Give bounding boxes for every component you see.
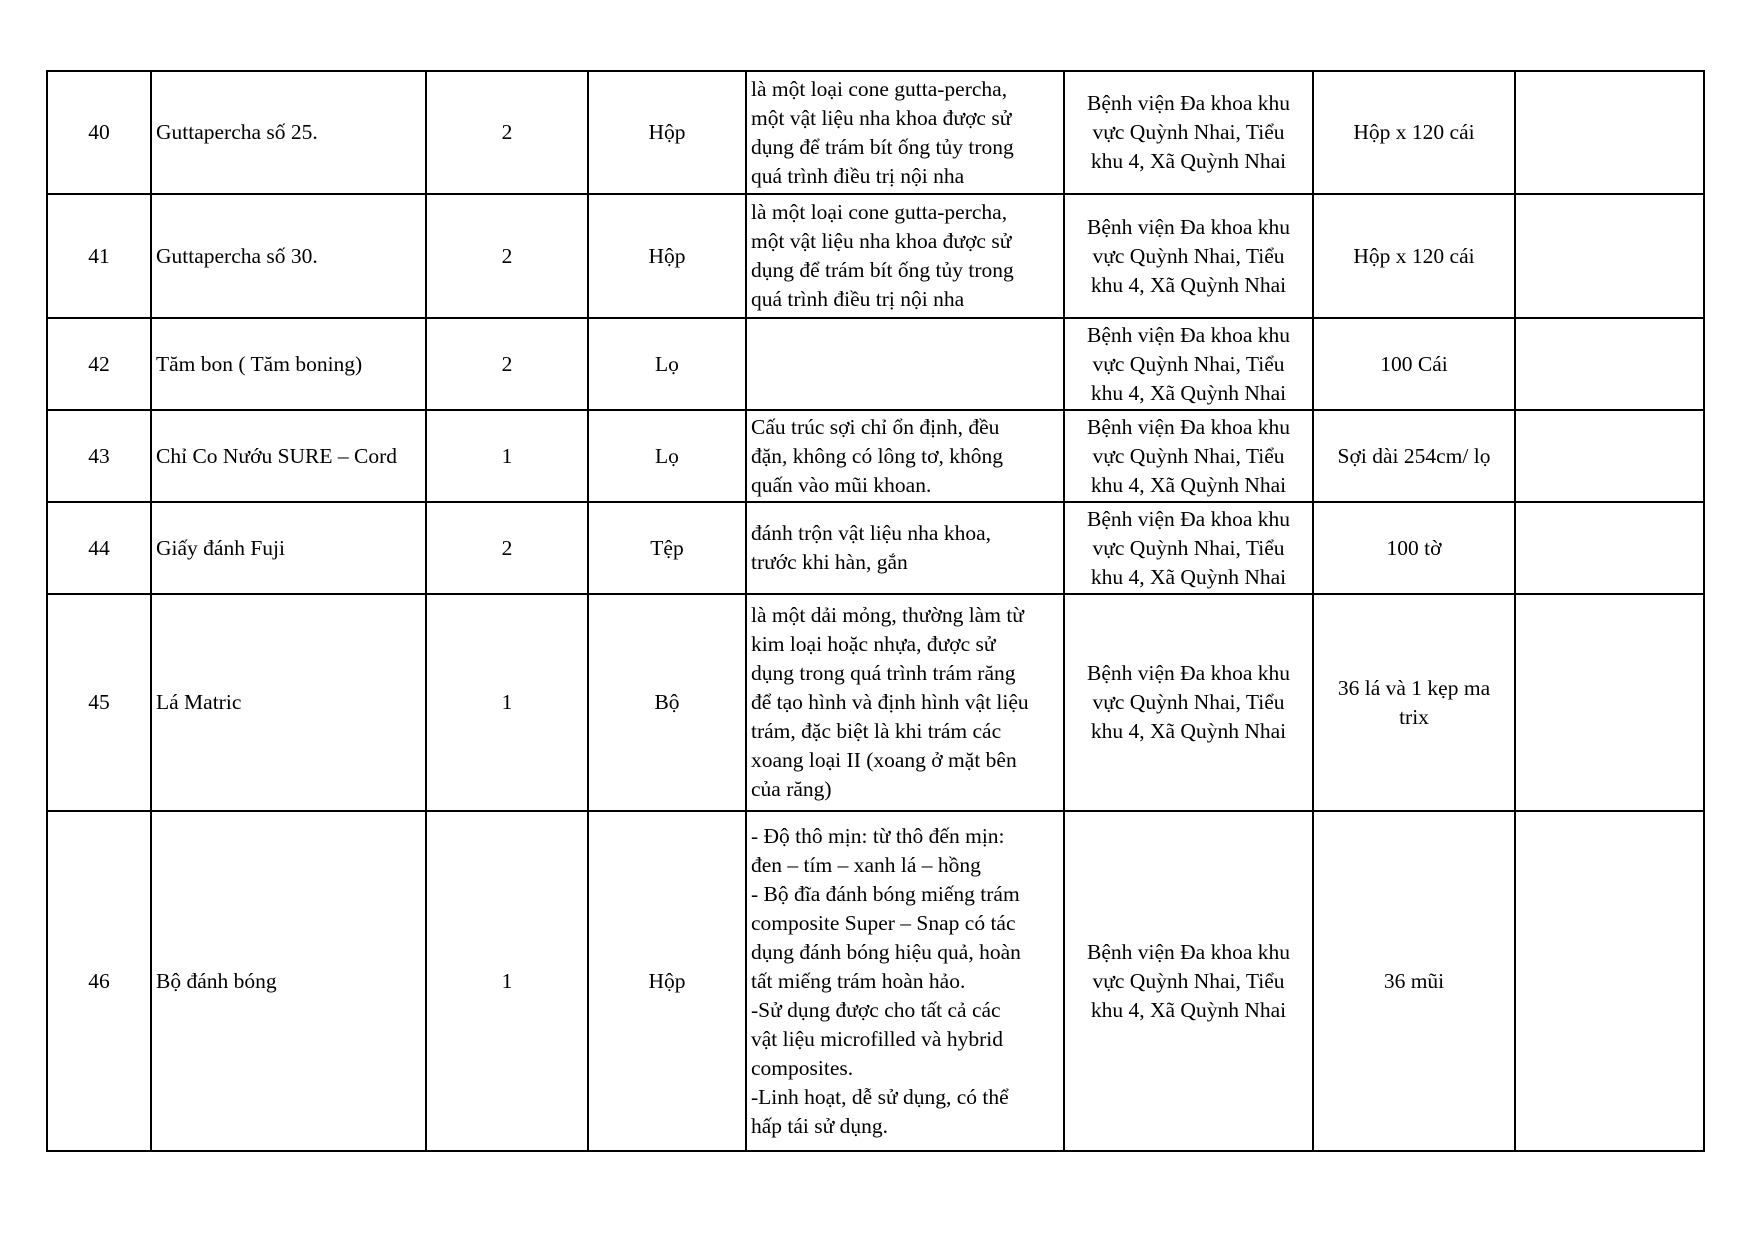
item-unit: Hộp xyxy=(588,71,746,194)
item-unit: Lọ xyxy=(588,410,746,502)
row-number: 40 xyxy=(47,71,151,194)
row-number: 45 xyxy=(47,594,151,811)
item-unit: Hộp xyxy=(588,811,746,1151)
item-quantity: 1 xyxy=(426,410,588,502)
item-name: Lá Matric xyxy=(151,594,426,811)
item-description: Cấu trúc sợi chỉ ổn định, đều đặn, không có lông tơ, không quấn vào mũi khoan. xyxy=(746,410,1064,502)
item-quantity: 1 xyxy=(426,594,588,811)
item-description: là một loại cone gutta-percha, một vật liệu nha khoa được sử dụng để trám bít ống tủy trong quá trình điều trị nội nha xyxy=(746,194,1064,318)
table-row xyxy=(47,811,1704,1151)
item-name: Guttapercha số 25. xyxy=(151,71,426,194)
item-note xyxy=(1515,502,1704,594)
supply-table xyxy=(46,70,1705,1152)
row-number: 41 xyxy=(47,194,151,318)
item-specification: Hộp x 120 cái xyxy=(1313,194,1515,318)
item-note xyxy=(1515,194,1704,318)
item-quantity: 2 xyxy=(426,318,588,410)
row-number: 44 xyxy=(47,502,151,594)
item-specification: 100 tờ xyxy=(1313,502,1515,594)
item-name: Tăm bon ( Tăm boning) xyxy=(151,318,426,410)
table-row xyxy=(47,318,1704,410)
item-unit: Tệp xyxy=(588,502,746,594)
item-description: là một dải mỏng, thường làm từ kim loại hoặc nhựa, được sử dụng trong quá trình trám răng để tạo hình và định hình vật liệu trám, đặc biệt là khi trám các xoang loại II (xoang ở mặt bên của răng) xyxy=(746,594,1064,811)
delivery-location: Bệnh viện Đa khoa khu vực Quỳnh Nhai, Tiểu khu 4, Xã Quỳnh Nhai xyxy=(1064,594,1313,811)
item-name: Guttapercha số 30. xyxy=(151,194,426,318)
delivery-location: Bệnh viện Đa khoa khu vực Quỳnh Nhai, Tiểu khu 4, Xã Quỳnh Nhai xyxy=(1064,194,1313,318)
row-number: 43 xyxy=(47,410,151,502)
item-note xyxy=(1515,811,1704,1151)
item-description: đánh trộn vật liệu nha khoa, trước khi hàn, gắn xyxy=(746,502,1064,594)
item-specification: 100 Cái xyxy=(1313,318,1515,410)
item-unit: Lọ xyxy=(588,318,746,410)
row-number: 46 xyxy=(47,811,151,1151)
item-name: Giấy đánh Fuji xyxy=(151,502,426,594)
item-note xyxy=(1515,318,1704,410)
item-specification: Sợi dài 254cm/ lọ xyxy=(1313,410,1515,502)
table-row xyxy=(47,410,1704,502)
item-specification: 36 mũi xyxy=(1313,811,1515,1151)
item-quantity: 2 xyxy=(426,194,588,318)
item-name: Bộ đánh bóng xyxy=(151,811,426,1151)
item-note xyxy=(1515,410,1704,502)
table-row xyxy=(47,194,1704,318)
item-description xyxy=(746,318,1064,410)
item-description: là một loại cone gutta-percha, một vật liệu nha khoa được sử dụng để trám bít ống tủy trong quá trình điều trị nội nha xyxy=(746,71,1064,194)
delivery-location: Bệnh viện Đa khoa khu vực Quỳnh Nhai, Tiểu khu 4, Xã Quỳnh Nhai xyxy=(1064,811,1313,1151)
item-specification: 36 lá và 1 kẹp ma trix xyxy=(1313,594,1515,811)
row-number: 42 xyxy=(47,318,151,410)
item-specification: Hộp x 120 cái xyxy=(1313,71,1515,194)
item-unit: Hộp xyxy=(588,194,746,318)
table-row xyxy=(47,594,1704,811)
item-quantity: 2 xyxy=(426,502,588,594)
item-quantity: 1 xyxy=(426,811,588,1151)
delivery-location: Bệnh viện Đa khoa khu vực Quỳnh Nhai, Tiểu khu 4, Xã Quỳnh Nhai xyxy=(1064,71,1313,194)
delivery-location: Bệnh viện Đa khoa khu vực Quỳnh Nhai, Tiểu khu 4, Xã Quỳnh Nhai xyxy=(1064,318,1313,410)
item-unit: Bộ xyxy=(588,594,746,811)
item-quantity: 2 xyxy=(426,71,588,194)
table-row xyxy=(47,71,1704,194)
delivery-location: Bệnh viện Đa khoa khu vực Quỳnh Nhai, Tiểu khu 4, Xã Quỳnh Nhai xyxy=(1064,502,1313,594)
item-note xyxy=(1515,71,1704,194)
delivery-location: Bệnh viện Đa khoa khu vực Quỳnh Nhai, Tiểu khu 4, Xã Quỳnh Nhai xyxy=(1064,410,1313,502)
item-name: Chỉ Co Nướu SURE – Cord xyxy=(151,410,426,502)
item-note xyxy=(1515,594,1704,811)
table-row xyxy=(47,502,1704,594)
item-description: - Độ thô mịn: từ thô đến mịn: đen – tím – xanh lá – hồng - Bộ đĩa đánh bóng miếng trám composite Super – Snap có tác dụng đánh bóng hiệu quả, hoàn tất miếng trám hoàn hảo. -Sử dụng được cho tất cả các vật liệu microfilled và hybrid composites. -Linh hoạt, dễ sử dụng, có thể hấp tái sử dụng. xyxy=(746,811,1064,1151)
